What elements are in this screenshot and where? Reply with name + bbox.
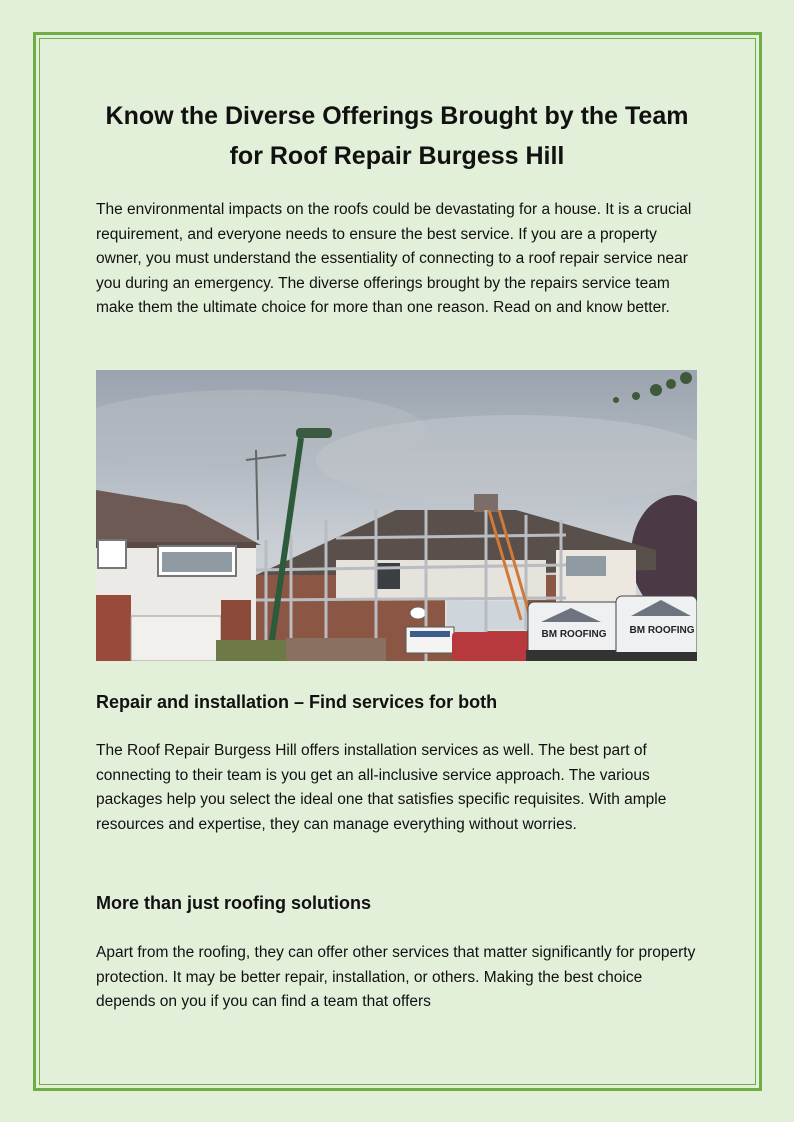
intro-paragraph: The environmental impacts on the roofs could be devastating for a house. It is a crucial requirement, and everyone needs to ensure the best service. If you are a property owner, you must understand the essentiality of connecting to a roof repair service near you during an emergency. The diverse offerings brought by the repairs service team make them the ultimate choice for more than one reason. Read on and know better.	[96, 201, 692, 316]
van-2	[611, 596, 697, 661]
roof-scaffolding-photo	[96, 370, 697, 661]
article-title: Know the Diverse Offerings Brought by the Team for Roof Repair Burgess Hill	[105, 102, 689, 170]
van-1-text: BM ROOFING	[541, 629, 607, 640]
article-content	[96, 96, 698, 321]
section-more-than-roofing	[96, 891, 698, 1015]
section-paragraph: Apart from the roofing, they can offer other services that matter significantly for property protection. It may be better repair, installation, or others. Making the best choice depends on you if you can find a team that offers	[96, 944, 696, 1010]
section-heading: More than just roofing solutions	[96, 893, 371, 913]
van-2-text: BM ROOFING	[629, 625, 695, 636]
van-1	[526, 602, 622, 661]
section-paragraph: The Roof Repair Burgess Hill offers installation services as well. The best part of connecting to their team is you get an all-inclusive service approach. The various packages help you select the ideal one that satisfies specific requisites. With ample resources and expertise, they can manage everything without worries.	[96, 742, 667, 833]
section-heading: Repair and installation – Find services for both	[96, 692, 498, 712]
section-repair-installation	[96, 690, 698, 837]
